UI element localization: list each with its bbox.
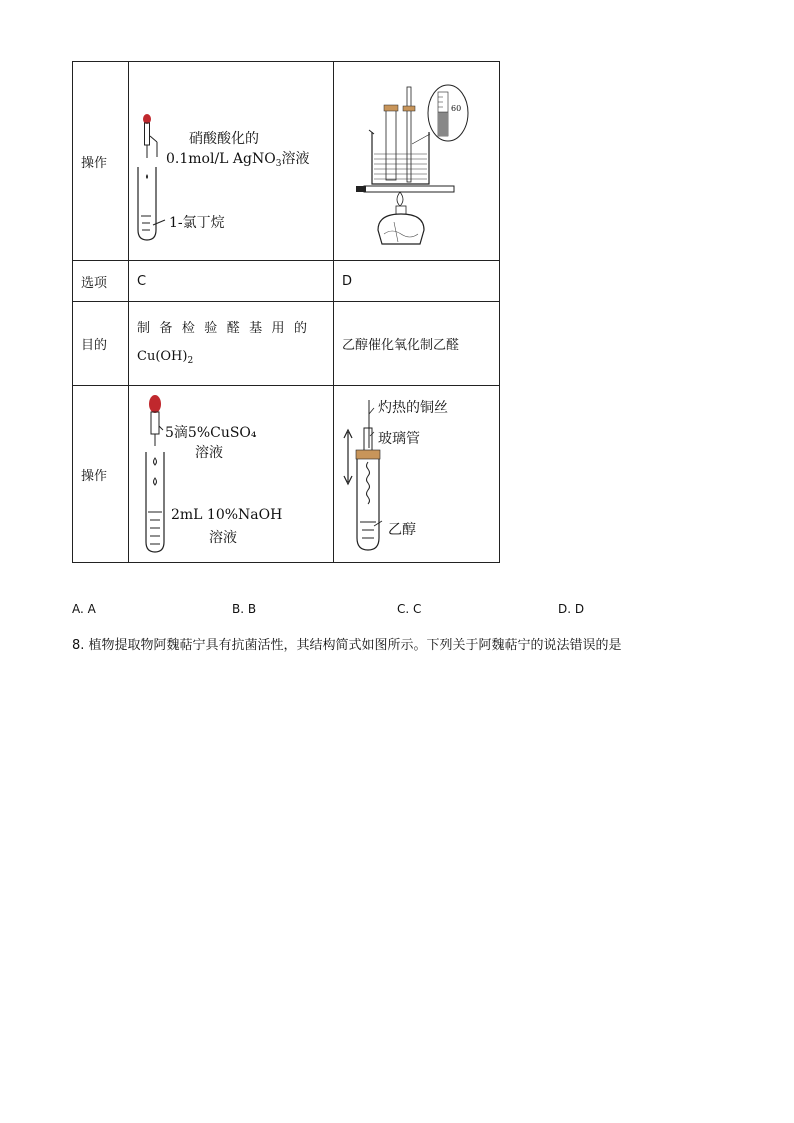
purpose-c — [129, 302, 334, 386]
purpose-c-formula — [137, 343, 325, 372]
formula-text: Cu(OH) — [137, 349, 188, 364]
cell-d-operation — [334, 62, 500, 261]
thermometer-reading: 60 — [451, 104, 462, 113]
purpose-char: 备 — [159, 321, 173, 336]
purpose-char: 的 — [293, 321, 307, 336]
answer-option-a[interactable]: A. A — [72, 602, 96, 616]
cell-c-operation — [129, 62, 334, 261]
purpose-char: 检 — [181, 321, 195, 336]
cell-d-operation-2 — [334, 386, 500, 563]
cell-c-operation-2 — [129, 386, 334, 563]
purpose-char: 用 — [271, 321, 285, 336]
option-c-label: C — [129, 261, 334, 302]
cuso4-reagent-line-2: 溶液 — [195, 445, 223, 461]
answer-option-c[interactable]: C. C — [397, 602, 422, 616]
purpose-char: 基 — [249, 321, 263, 336]
purpose-char: 制 — [137, 321, 151, 336]
reagent-subscript: 3 — [275, 159, 282, 169]
purpose-char: 醛 — [226, 321, 240, 336]
purpose-d: 乙醇催化氧化制乙醛 — [334, 302, 500, 386]
water-bath-apparatus-figure — [334, 62, 491, 260]
row-label-option: 选项 — [73, 261, 129, 302]
table-row — [73, 62, 500, 261]
answer-option-b[interactable]: B. B — [232, 602, 257, 616]
answer-option-d[interactable]: D. D — [558, 602, 585, 616]
formula-subscript: 2 — [187, 356, 194, 366]
reagent-suffix: 溶液 — [281, 151, 310, 167]
reagent-line-1: 硝酸酸化的 — [189, 131, 259, 147]
table-row — [73, 302, 500, 386]
table-row — [73, 386, 500, 563]
sample-label: 1-氯丁烷 — [169, 215, 225, 231]
option-d-label: D — [334, 261, 500, 302]
row-label-operation-2: 操作 — [73, 386, 129, 563]
table-row — [73, 261, 500, 302]
reagent-formula: 0.1mol/L AgNO — [166, 151, 276, 167]
glass-tube-label: 玻璃管 — [378, 431, 420, 447]
question-8: 8. 植物提取物阿魏萜宁具有抗菌活性，其结构简式如图所示。下列关于阿魏萜宁的说法错误的是 — [72, 638, 622, 653]
reagent-line-2 — [166, 148, 309, 168]
cuso4-reagent-line-1: 5滴5%CuSO₄ — [165, 425, 257, 441]
ethanol-label: 乙醇 — [388, 522, 416, 538]
experiment-table — [72, 61, 500, 563]
row-label-operation-1: 操作 — [73, 62, 129, 261]
naoh-reagent-line-2: 溶液 — [209, 530, 237, 546]
copper-wire-label: 灼热的铜丝 — [378, 400, 448, 416]
row-label-purpose: 目的 — [73, 302, 129, 386]
naoh-reagent-line-1: 2mL 10%NaOH — [171, 507, 283, 523]
purpose-c-text — [137, 315, 307, 343]
purpose-char: 验 — [204, 321, 218, 336]
